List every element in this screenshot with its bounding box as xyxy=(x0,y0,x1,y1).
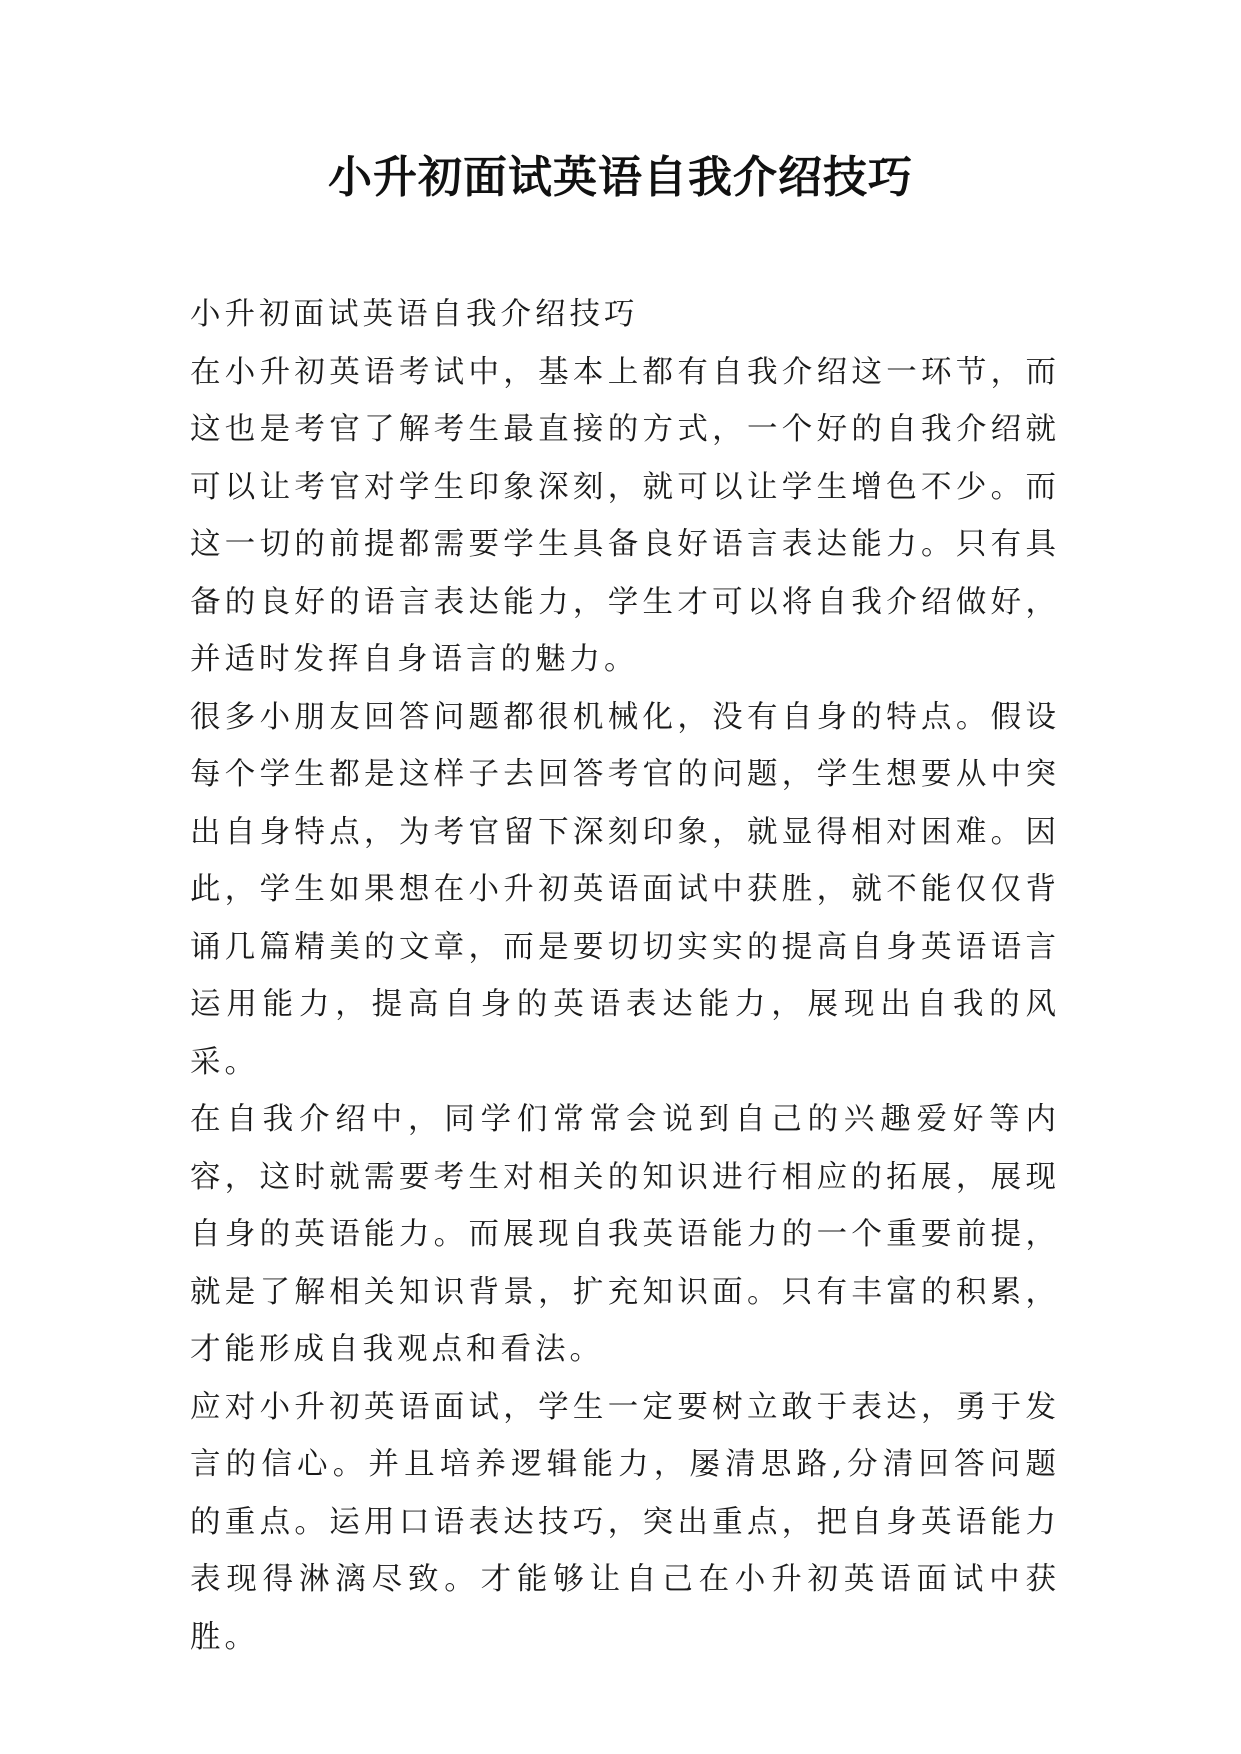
paragraph: 应对小升初英语面试，学生一定要树立敢于表达，勇于发言的信心。并且培养逻辑能力，屡清思路,分清回答问题的重点。运用口语表达技巧，突出重点，把自身英语能力表现得淋漓尽致。才能够让自己在小升初英语面试中获胜。 xyxy=(190,1389,1060,1655)
paragraph-subtitle: 小升初面试英语自我介绍技巧 xyxy=(190,297,639,332)
paragraph: 在小升初英语考试中，基本上都有自我介绍这一环节，而这也是考官了解考生最直接的方式，一个好的自我介绍就可以让考官对学生印象深刻，就可以让学生增色不少。而这一切的前提都需要学生具备良好语言表达能力。只有具备的良好的语言表达能力，学生才可以将自我介绍做好，并适时发挥自身语言的魅力。 xyxy=(190,354,1060,677)
paragraph: 在自我介绍中，同学们常常会说到自己的兴趣爱好等内容，这时就需要考生对相关的知识进行相应的拓展，展现自身的英语能力。而展现自我英语能力的一个重要前提，就是了解相关知识背景，扩充知识面。只有丰富的积累，才能形成自我观点和看法。 xyxy=(190,1102,1060,1367)
document-title: 小升初面试英语自我介绍技巧 xyxy=(328,152,913,203)
document-body xyxy=(190,286,1060,1666)
paragraph: 很多小朋友回答问题都很机械化，没有自身的特点。假设每个学生都是这样子去回答考官的问题，学生想要从中突出自身特点，为考官留下深刻印象，就显得相对困难。因此，学生如果想在小升初英语面试中获胜，就不能仅仅背诵几篇精美的文章，而是要切切实实的提高自身英语语言运用能力，提高自身的英语表达能力，展现出自我的风采。 xyxy=(190,699,1060,1080)
